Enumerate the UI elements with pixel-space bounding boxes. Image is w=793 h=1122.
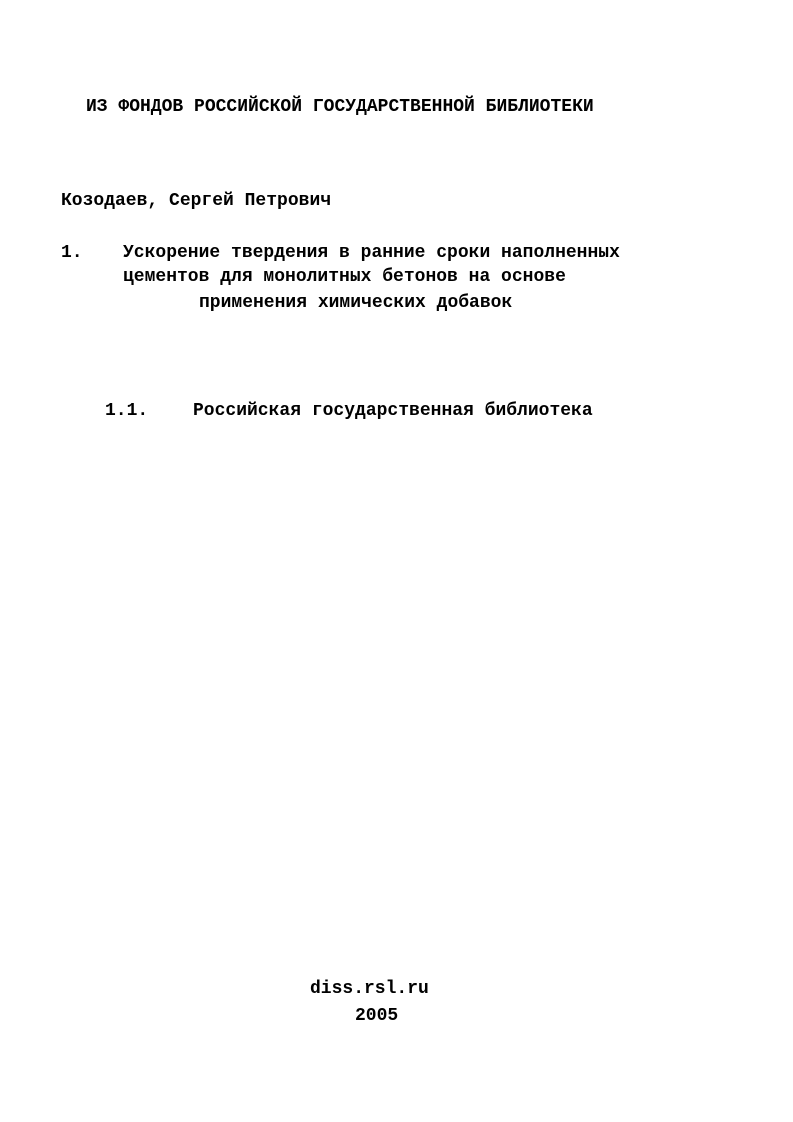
sub-item-number: 1.1. xyxy=(105,401,149,421)
title-line-1: Ускорение твердения в ранние сроки наполненных xyxy=(123,243,620,263)
collection-header: ИЗ ФОНДОВ РОССИЙСКОЙ ГОСУДАРСТВЕННОЙ БИБЛИОТЕКИ xyxy=(86,97,594,117)
footer-year: 2005 xyxy=(355,1006,399,1026)
title-line-3: применения химических добавок xyxy=(199,293,513,313)
author-name: Козодаев, Сергей Петрович xyxy=(61,191,332,211)
footer-site: diss.rsl.ru xyxy=(310,979,429,999)
library-name: Российская государственная библиотека xyxy=(193,401,593,421)
item-number: 1. xyxy=(61,243,83,263)
title-line-2: цементов для монолитных бетонов на основе xyxy=(123,267,566,287)
